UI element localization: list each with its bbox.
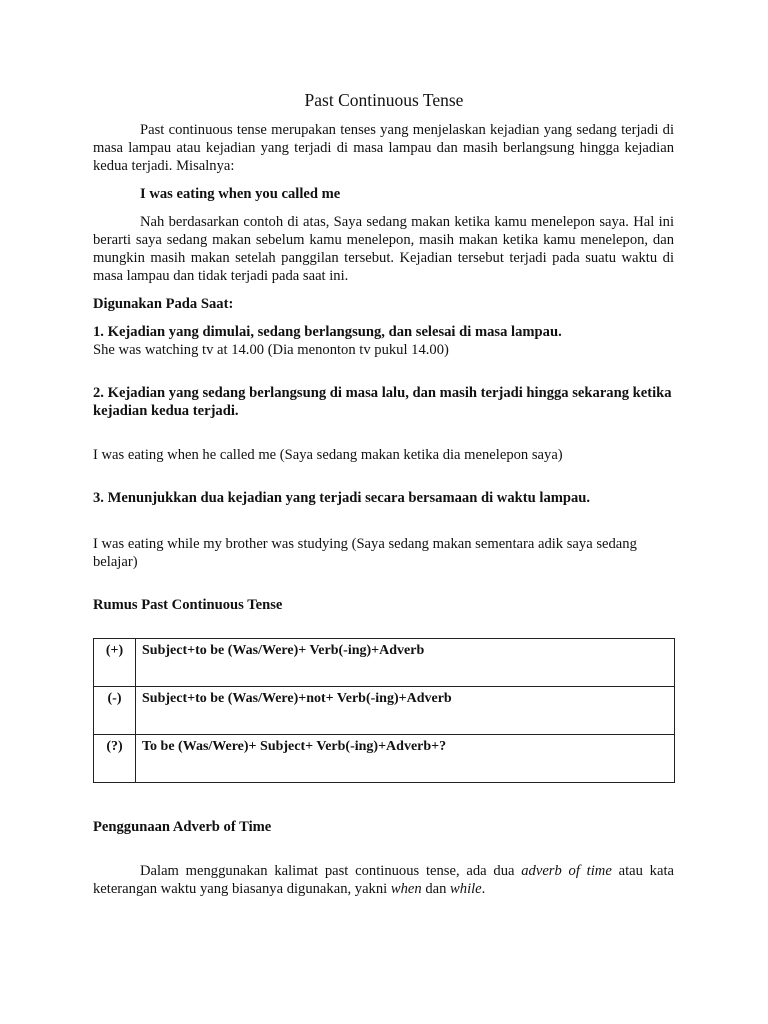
usage-3-heading: 3. Menunjukkan dua kejadian yang terjadi secara bersamaan di waktu lampau. bbox=[93, 490, 591, 506]
adverb-text-part: dan bbox=[421, 881, 451, 897]
adverb-paragraph bbox=[93, 862, 674, 898]
formula-symbol: (+) bbox=[94, 639, 136, 687]
usage-2-example: I was eating when he called me (Saya sedang makan ketika dia menelepon saya) bbox=[93, 447, 563, 463]
page-title: Past Continuous Tense bbox=[304, 90, 464, 110]
formula-row bbox=[94, 735, 675, 783]
adverb-text-part: Dalam menggunakan kalimat past continuous tense, ada dua bbox=[140, 863, 522, 879]
formula-heading: Rumus Past Continuous Tense bbox=[93, 597, 283, 613]
formula-symbol: (?) bbox=[94, 735, 136, 783]
intro-paragraph: Past continuous tense merupakan tenses yang menjelaskan kejadian yang sedang terjadi di masa lampau atau kejadian yang terjadi di masa lampau dan masih berlangsung hingga kejadian kedua terjadi. Misalnya: bbox=[93, 122, 674, 174]
usage-1-heading: 1. Kejadian yang dimulai, sedang berlangsung, dan selesai di masa lampau. bbox=[93, 324, 562, 340]
usage-3-example: I was eating while my brother was studying (Saya sedang makan sementara adik saya sedang belajar) bbox=[93, 536, 637, 570]
usage-2-heading: 2. Kejadian yang sedang berlangsung di masa lalu, dan masih terjadi hingga sekarang ketika kejadian kedua terjadi. bbox=[93, 385, 672, 419]
formula-row bbox=[94, 687, 675, 735]
when-term: when bbox=[390, 881, 422, 897]
formula-text: Subject+to be (Was/Were)+not+ Verb(-ing)+Adverb bbox=[136, 687, 675, 735]
formula-row bbox=[94, 639, 675, 687]
formula-text: Subject+to be (Was/Were)+ Verb(-ing)+Adverb bbox=[136, 639, 675, 687]
formula-table bbox=[93, 638, 675, 783]
usage-heading: Digunakan Pada Saat: bbox=[93, 296, 234, 312]
while-term: while bbox=[450, 881, 482, 897]
formula-text: To be (Was/Were)+ Subject+ Verb(-ing)+Adverb+? bbox=[136, 735, 675, 783]
formula-symbol: (-) bbox=[94, 687, 136, 735]
usage-1-example: She was watching tv at 14.00 (Dia menonton tv pukul 14.00) bbox=[93, 342, 449, 358]
adverb-of-time-term: adverb of time bbox=[521, 863, 612, 879]
example-sentence: I was eating when you called me bbox=[140, 186, 341, 202]
adverb-heading: Penggunaan Adverb of Time bbox=[93, 819, 272, 835]
adverb-text-part: . bbox=[481, 881, 486, 897]
adverb-text-part: atau kata keterangan waktu yang biasanya digunakan, yakni bbox=[93, 863, 674, 897]
explanation-paragraph: Nah berdasarkan contoh di atas, Saya sedang makan ketika kamu menelepon saya. Hal ini berarti saya sedang makan sebelum kamu menelepon, masih makan ketika kamu menelepon, dan mungkin masih makan setelah panggilan tersebut. Kejadian tersebut terjadi pada suatu waktu di masa lampau dan tidak terjadi pada saat ini. bbox=[93, 214, 674, 284]
